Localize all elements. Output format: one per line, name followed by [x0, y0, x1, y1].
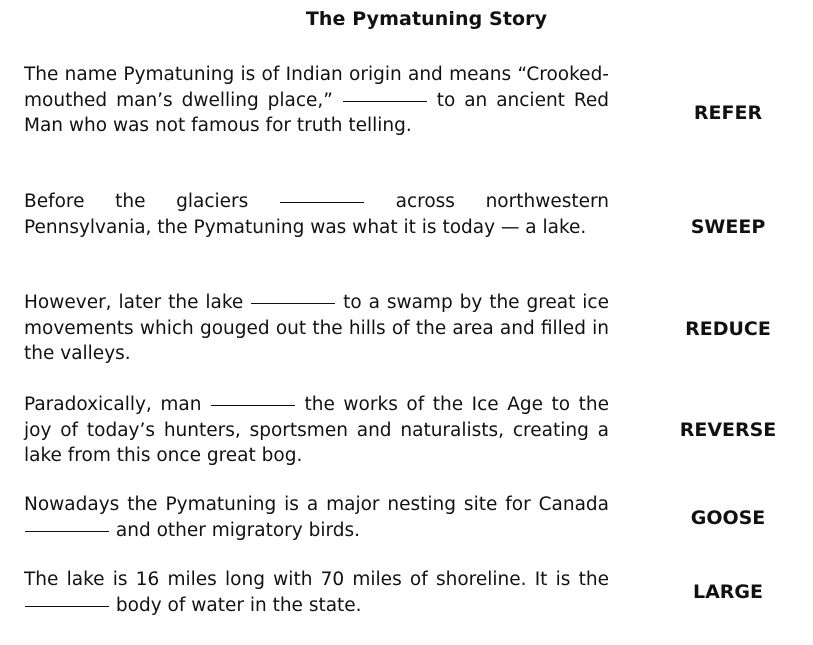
answer-blank[interactable] — [25, 530, 109, 532]
paragraph-text-after: body of water in the state. — [115, 594, 362, 616]
exercise-paragraph-2 — [24, 189, 609, 240]
paragraph-text-before: However, later the lake — [24, 292, 244, 313]
paragraph-text-after: to a swamp by the great ice movements which gouged out the hills of the area and filled in the valleys. — [24, 292, 609, 364]
paragraph-text-before: Paradoxically, man — [24, 394, 202, 415]
keyword-1: REFER — [693, 102, 763, 124]
page-title: The Pymatuning Story — [305, 8, 548, 30]
keyword-2: SWEEP — [690, 216, 766, 238]
exercise-paragraph-4 — [24, 392, 609, 469]
paragraph-text-before: The name Pymatuning is of Indian origin and means “Crooked-mouthed man’s dwelling place,” — [24, 64, 609, 111]
keyword-5: GOOSE — [690, 507, 766, 529]
exercise-paragraph-3 — [24, 290, 609, 367]
paragraph-text-before: The lake is 16 miles long with 70 miles of shoreline. It is the — [24, 569, 609, 590]
answer-blank[interactable] — [343, 100, 427, 102]
paragraph-text-after: across northwestern Pennsylvania, the Pymatuning was what it is today — a lake. — [24, 191, 609, 238]
exercise-paragraph-5 — [24, 492, 609, 543]
paragraph-text-after: and other migratory birds. — [115, 519, 361, 541]
paragraph-text-after: to an ancient Red Man who was not famous for truth telling. — [24, 89, 609, 136]
answer-blank[interactable] — [25, 605, 109, 607]
paragraph-text-before: Nowadays the Pymatuning is a major nesting site for Canada — [24, 494, 609, 515]
answer-blank[interactable] — [211, 404, 295, 406]
answer-blank[interactable] — [251, 302, 335, 304]
keyword-4: REVERSE — [679, 419, 777, 441]
paragraph-text-before: Before the glaciers — [24, 191, 249, 212]
answer-blank[interactable] — [280, 201, 364, 203]
keyword-6: LARGE — [692, 581, 764, 603]
exercise-paragraph-1 — [24, 62, 609, 139]
exercise-paragraph-6 — [24, 567, 609, 618]
paragraph-text-after: the works of the Ice Age to the joy of today’s hunters, sportsmen and naturalists, creating a lake from this once great bog. — [24, 394, 609, 466]
keyword-3: REDUCE — [685, 318, 771, 340]
